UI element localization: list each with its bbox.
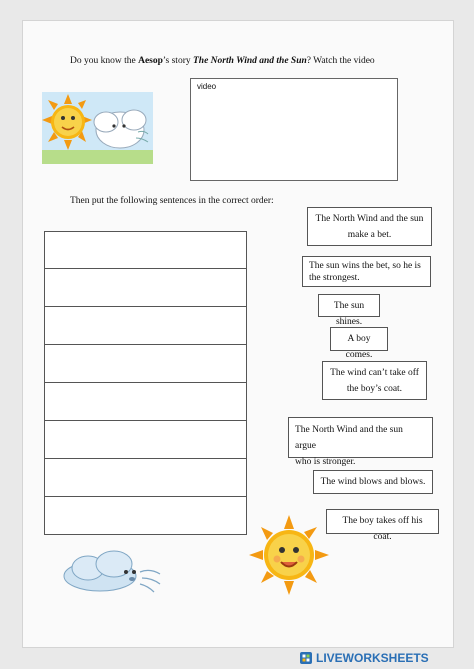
intro-story-title: The North Wind and the Sun <box>192 56 307 66</box>
card-5-line-2: the boy’s coat. <box>346 384 403 394</box>
card-4-line-1: A boy comes. <box>345 334 373 360</box>
card-1-line-1: The North Wind and the sun <box>315 214 424 224</box>
instruction-text: Then put the following sentences in the correct order: <box>70 196 274 206</box>
card-6-line-2: who is stronger. <box>295 457 356 467</box>
video-player[interactable] <box>190 78 398 181</box>
sentence-card-1[interactable] <box>307 207 432 246</box>
answer-slot-4[interactable] <box>44 345 247 383</box>
answer-slot-1[interactable] <box>44 231 247 269</box>
intro-text <box>70 56 430 66</box>
intro-possessive: ’s story <box>162 56 193 66</box>
card-3-line-1: The sun shines. <box>333 301 365 327</box>
sentence-card-2[interactable] <box>302 256 431 287</box>
wind-cloud-icon <box>60 548 164 594</box>
answer-slot-5[interactable] <box>44 383 247 421</box>
card-2-line-2: the strongest. <box>309 273 360 283</box>
intro-suffix: ? Watch the video <box>306 56 375 66</box>
card-5-line-1: The wind can’t take off <box>330 368 419 378</box>
card-1-line-2: make a bet. <box>347 230 392 240</box>
sentence-card-3[interactable] <box>318 294 380 327</box>
sentence-card-6[interactable] <box>288 417 433 467</box>
sun-icon <box>249 515 329 595</box>
answer-slot-3[interactable] <box>44 307 247 345</box>
answer-slot-8[interactable] <box>44 497 247 535</box>
footer-brand: LIVEWORKSHEETS <box>316 651 429 665</box>
sentence-card-8[interactable] <box>326 509 439 542</box>
liveworksheets-footer[interactable] <box>300 650 429 666</box>
liveworksheets-logo-icon <box>300 652 312 664</box>
card-7-line-1: The wind blows and blows. <box>320 477 426 487</box>
sentence-card-4[interactable] <box>330 327 388 360</box>
answer-slot-6[interactable] <box>44 421 247 459</box>
card-2-line-1: The sun wins the bet, so he is <box>309 261 421 271</box>
intro-prefix: Do you know the <box>70 56 139 66</box>
answer-slots <box>44 231 247 535</box>
card-8-line-1: The boy takes off his coat. <box>342 516 423 542</box>
answer-slot-2[interactable] <box>44 269 247 307</box>
intro-author: Aesop <box>138 56 163 66</box>
sentence-card-7[interactable] <box>313 470 433 494</box>
video-label: video <box>197 82 217 91</box>
card-6-line-1: The North Wind and the sun argue <box>295 425 403 451</box>
answer-slot-7[interactable] <box>44 459 247 497</box>
sun-and-wind-illustration <box>42 92 153 164</box>
sentence-card-5[interactable] <box>322 361 427 400</box>
